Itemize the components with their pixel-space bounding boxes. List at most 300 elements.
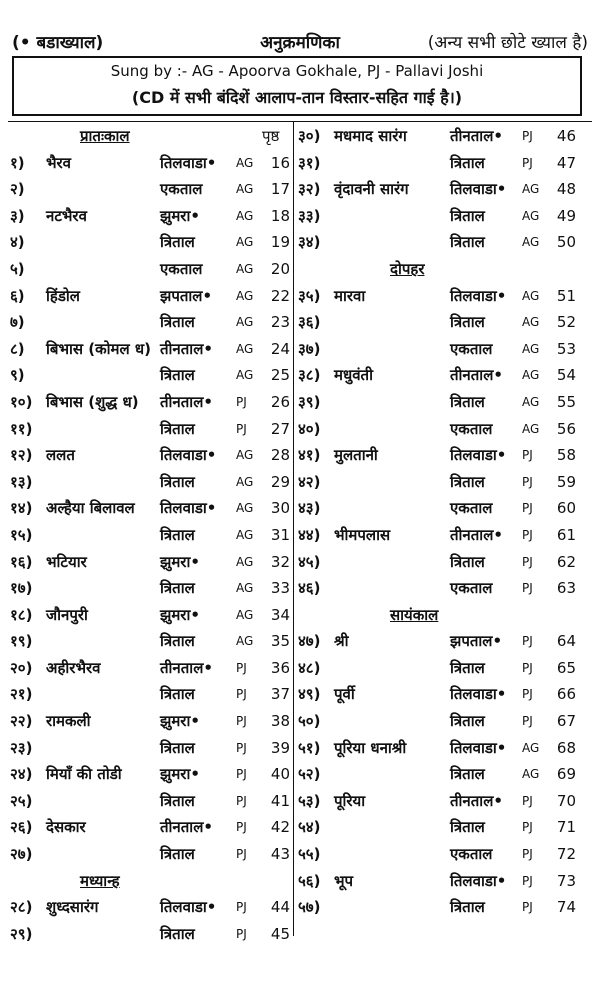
entry-number: ४०)	[298, 419, 321, 438]
index-entry	[298, 628, 590, 655]
tala-name: तिलवाडा•	[450, 286, 507, 305]
entry-number: ३०)	[298, 127, 321, 145]
index-entry	[298, 788, 590, 815]
singer-code: AG	[236, 368, 254, 383]
tala-name: तिलवाडा•	[450, 446, 507, 465]
index-entry	[298, 362, 590, 389]
page-number: 44	[270, 898, 290, 917]
singer-code: PJ	[522, 847, 533, 862]
page-number: 67	[556, 712, 576, 731]
raga-name: पूरिया धनाश्री	[334, 738, 407, 757]
page-number: 59	[556, 472, 576, 491]
page-number: 56	[556, 419, 576, 438]
index-entry	[298, 868, 590, 895]
entry-number: २९)	[10, 924, 33, 943]
entry-number: ६)	[10, 286, 25, 305]
tala-name: तीनताल•	[450, 791, 503, 810]
singer-code: PJ	[522, 129, 533, 143]
index-entry	[298, 894, 590, 921]
page-number: 27	[270, 419, 290, 438]
entry-number: २)	[10, 180, 25, 199]
index-entry	[298, 176, 590, 203]
raga-name: पूर्वी	[334, 685, 355, 704]
raga-name: मियाँ की तोडी	[46, 765, 122, 784]
index-entry	[10, 416, 295, 443]
page-number: 17	[270, 180, 290, 199]
tala-name: तीनताल•	[160, 818, 213, 837]
index-entry	[10, 655, 295, 682]
tala-name: तिलवाडा•	[160, 446, 217, 465]
entry-number: ४६)	[298, 579, 321, 598]
singer-code: PJ	[236, 714, 247, 729]
entry-number: २५)	[10, 791, 33, 810]
entry-number: ३८)	[298, 366, 321, 385]
index-entry	[298, 442, 590, 469]
page-number: 49	[556, 206, 576, 225]
index-entry	[10, 495, 295, 522]
page-number: 66	[556, 685, 576, 704]
tala-name: एकताल	[450, 579, 493, 598]
raga-name: जौनपुरी	[46, 605, 88, 624]
section-title: प्रातःकाल	[80, 127, 130, 145]
entry-number: ४१)	[298, 446, 321, 465]
raga-name: अहीरभैरव	[46, 658, 101, 677]
entry-number: ५२)	[298, 765, 321, 784]
entry-number: ३७)	[298, 339, 321, 358]
page-number: 65	[556, 658, 576, 677]
entry-number: ३९)	[298, 392, 321, 411]
tala-name: झुमरा•	[160, 712, 200, 731]
tala-name: तीनताल•	[450, 525, 503, 544]
tala-name: झपताल•	[450, 632, 503, 651]
tala-name: त्रिताल	[160, 579, 195, 598]
tala-name: त्रिताल	[450, 206, 485, 225]
singer-code: AG	[236, 182, 254, 197]
page-number: 50	[556, 233, 576, 252]
tala-name: एकताल	[450, 499, 493, 518]
page-number: 71	[556, 818, 576, 837]
index-entry	[298, 416, 590, 443]
index-entry	[298, 283, 590, 310]
index-entry	[10, 176, 295, 203]
entry-number: २१)	[10, 685, 33, 704]
page-number: 73	[556, 871, 576, 890]
singer-code: PJ	[522, 634, 533, 649]
singer-code: PJ	[522, 714, 533, 729]
raga-name: बिभास (शुद्ध ध)	[46, 392, 139, 411]
index-entry	[298, 203, 590, 230]
index-entry	[10, 442, 295, 469]
singer-code: AG	[522, 341, 540, 356]
index-entry	[298, 123, 590, 150]
index-entry	[298, 522, 590, 549]
index-entry	[10, 602, 295, 629]
entry-number: ४५)	[298, 552, 321, 571]
index-entry	[10, 894, 295, 921]
index-entry	[10, 681, 295, 708]
tala-name: त्रिताल	[160, 685, 195, 704]
index-entry	[298, 735, 590, 762]
singer-code: PJ	[522, 501, 533, 516]
page-number: 61	[556, 525, 576, 544]
entry-number: ५५)	[298, 845, 321, 864]
page-number: 40	[270, 765, 290, 784]
entry-number: २०)	[10, 658, 33, 677]
tala-name: त्रिताल	[160, 366, 195, 385]
page-number: 43	[270, 845, 290, 864]
entry-number: ३६)	[298, 313, 321, 332]
tala-name: त्रिताल	[450, 552, 485, 571]
page-number: 62	[556, 552, 576, 571]
entry-number: १२)	[10, 446, 33, 465]
entry-number: ८)	[10, 339, 25, 358]
index-entry	[10, 708, 295, 735]
section-header	[298, 256, 590, 283]
page-number: 55	[556, 392, 576, 411]
singer-code: AG	[236, 315, 254, 330]
tala-name: त्रिताल	[160, 472, 195, 491]
singer-code: PJ	[236, 926, 247, 941]
tala-name: झुमरा•	[160, 206, 200, 225]
index-entry	[298, 549, 590, 576]
page-number: 69	[556, 765, 576, 784]
tala-name: त्रिताल	[160, 419, 195, 438]
tala-name: तीनताल•	[450, 127, 503, 145]
singer-code: AG	[522, 740, 540, 755]
index-entry	[298, 841, 590, 868]
raga-name: भूप	[334, 871, 354, 890]
entry-number: २७)	[10, 845, 33, 864]
entry-number: १८)	[10, 605, 33, 624]
singer-code: PJ	[522, 554, 533, 569]
index-entry	[10, 788, 295, 815]
raga-name: मुलतानी	[334, 446, 378, 465]
section-header	[298, 602, 590, 629]
tala-name: तीनताल•	[160, 339, 213, 358]
entry-number: १०)	[10, 392, 33, 411]
tala-name: त्रिताल	[450, 818, 485, 837]
index-entry	[10, 362, 295, 389]
index-entry	[10, 921, 295, 948]
singer-code: AG	[522, 208, 540, 223]
page-number: 22	[270, 286, 290, 305]
singer-code: PJ	[522, 873, 533, 888]
tala-name: तिलवाडा•	[160, 898, 217, 917]
tala-name: एकताल	[450, 845, 493, 864]
page-number: 36	[270, 658, 290, 677]
singer-code: AG	[236, 527, 254, 542]
raga-name: नटभैरव	[46, 206, 87, 225]
entry-number: १३)	[10, 472, 33, 491]
tala-name: तिलवाडा•	[160, 499, 217, 518]
page-number: 29	[270, 472, 290, 491]
page-number: 54	[556, 366, 576, 385]
page-number: 32	[270, 552, 290, 571]
singer-code: AG	[236, 581, 254, 596]
tala-name: तीनताल•	[450, 366, 503, 385]
entry-number: ५७)	[298, 898, 321, 917]
index-entry	[10, 522, 295, 549]
singer-code: PJ	[236, 660, 247, 675]
entry-number: २२)	[10, 712, 33, 731]
singer-code: PJ	[522, 820, 533, 835]
tala-name: त्रिताल	[160, 233, 195, 252]
cd-note: (CD में सभी बंदिशें आलाप-तान विस्तार-सहित गाई है।)	[131, 88, 463, 107]
entry-number: १९)	[10, 632, 33, 651]
singer-code: AG	[236, 288, 254, 303]
info-box	[12, 56, 582, 116]
raga-name: मारवा	[334, 286, 366, 305]
singer-code: AG	[522, 182, 540, 197]
tala-name: त्रिताल	[450, 898, 485, 917]
tala-name: त्रिताल	[160, 313, 195, 332]
section-title: दोपहर	[390, 259, 425, 278]
raga-name: श्री	[334, 632, 349, 651]
entry-number: १)	[10, 153, 25, 172]
singer-code: AG	[236, 208, 254, 223]
page-number: 23	[270, 313, 290, 332]
singer-code: AG	[236, 607, 254, 622]
singer-code: AG	[522, 288, 540, 303]
entry-number: ५)	[10, 259, 25, 278]
singer-code: AG	[522, 235, 540, 250]
singer-code: PJ	[236, 793, 247, 808]
raga-name: मधमाद सारंग	[334, 127, 407, 145]
singer-code: PJ	[236, 394, 247, 409]
page-number: 51	[556, 286, 576, 305]
index-entry	[10, 628, 295, 655]
page-number: 20	[270, 259, 290, 278]
index-entry	[298, 761, 590, 788]
singer-code: AG	[236, 474, 254, 489]
header-right-note: (अन्य सभी छोटे ख्याल है)	[427, 33, 588, 53]
page-number: 53	[556, 339, 576, 358]
entry-number: ४४)	[298, 525, 321, 544]
entry-number: ९)	[10, 366, 25, 385]
page-number: 41	[270, 791, 290, 810]
tala-name: त्रिताल	[160, 924, 195, 943]
index-entry	[298, 469, 590, 496]
page-number: 72	[556, 845, 576, 864]
entry-number: १६)	[10, 552, 33, 571]
entry-number: ३४)	[298, 233, 321, 252]
singer-code: PJ	[236, 740, 247, 755]
tala-name: झुमरा•	[160, 552, 200, 571]
tala-name: एकताल	[160, 180, 203, 199]
tala-name: तीनताल•	[160, 392, 213, 411]
raga-name: बिभास (कोमल ध)	[46, 339, 151, 358]
index-entry	[10, 336, 295, 363]
singer-code: PJ	[522, 900, 533, 915]
tala-name: तिलवाडा•	[450, 738, 507, 757]
raga-name: भैरव	[46, 153, 72, 172]
index-entry	[10, 389, 295, 416]
index-entry	[298, 389, 590, 416]
index-entry	[298, 495, 590, 522]
page-number: 39	[270, 738, 290, 757]
page-number: 47	[556, 153, 576, 172]
index-entry	[10, 841, 295, 868]
singer-code: AG	[522, 368, 540, 383]
singer-code: PJ	[522, 581, 533, 596]
singer-code: AG	[522, 767, 540, 782]
singer-code: AG	[236, 634, 254, 649]
page-number: 30	[270, 499, 290, 518]
index-entry	[10, 735, 295, 762]
singer-code: PJ	[522, 687, 533, 702]
entry-number: १७)	[10, 579, 33, 598]
page-number: 28	[270, 446, 290, 465]
index-entry	[298, 336, 590, 363]
index-entry	[10, 283, 295, 310]
index-entry	[298, 309, 590, 336]
index-entry	[10, 549, 295, 576]
index-entry	[10, 814, 295, 841]
entry-number: ११)	[10, 419, 33, 438]
singer-code: PJ	[236, 820, 247, 835]
entry-number: १४)	[10, 499, 33, 518]
right-column	[298, 123, 590, 921]
index-entry	[298, 681, 590, 708]
entry-number: २६)	[10, 818, 33, 837]
index-entry	[10, 229, 295, 256]
tala-name: त्रिताल	[160, 632, 195, 651]
entry-number: ७)	[10, 313, 25, 332]
section-title: मध्यान्ह	[80, 871, 120, 890]
singer-code: PJ	[522, 155, 533, 170]
singers-line: Sung by :- AG - Apoorva Gokhale, PJ - Pallavi Joshi	[110, 62, 484, 80]
tala-name: तीनताल•	[160, 658, 213, 677]
page-number: 42	[270, 818, 290, 837]
page-number: 63	[556, 579, 576, 598]
page-number: 48	[556, 180, 576, 199]
singer-code: AG	[236, 501, 254, 516]
singer-code: PJ	[522, 660, 533, 675]
singer-code: PJ	[522, 793, 533, 808]
entry-number: ४८)	[298, 658, 321, 677]
page-number: 64	[556, 632, 576, 651]
singer-code: PJ	[522, 474, 533, 489]
raga-name: ललत	[46, 446, 75, 465]
page-number: 31	[270, 525, 290, 544]
singer-code: PJ	[236, 687, 247, 702]
page-number: 37	[270, 685, 290, 704]
page-number: 74	[556, 898, 576, 917]
entry-number: ४७)	[298, 632, 321, 651]
raga-name: शुध्दसारंग	[46, 898, 99, 917]
raga-name: देसकार	[46, 818, 86, 837]
index-entry	[10, 309, 295, 336]
raga-name: मधुवंती	[334, 366, 373, 385]
singer-code: AG	[236, 261, 254, 276]
raga-name: भटियार	[46, 552, 87, 571]
entry-number: १५)	[10, 525, 33, 544]
tala-name: तिलवाडा•	[450, 180, 507, 199]
tala-name: त्रिताल	[450, 233, 485, 252]
singer-code: AG	[236, 235, 254, 250]
page-number: 34	[270, 605, 290, 624]
entry-number: ३५)	[298, 286, 321, 305]
index-entry	[10, 150, 295, 177]
tala-name: त्रिताल	[450, 472, 485, 491]
tala-name: त्रिताल	[160, 845, 195, 864]
raga-name: वृंदावनी सारंग	[334, 180, 409, 199]
singer-code: PJ	[522, 527, 533, 542]
page-number: 25	[270, 366, 290, 385]
tala-name: त्रिताल	[450, 153, 485, 172]
index-entry	[10, 761, 295, 788]
index-entry	[10, 469, 295, 496]
index-entry	[298, 575, 590, 602]
raga-name: रामकली	[46, 712, 91, 731]
tala-name: त्रिताल	[160, 791, 195, 810]
entry-number: ५०)	[298, 712, 321, 731]
tala-name: त्रिताल	[450, 765, 485, 784]
page-header	[10, 30, 590, 54]
index-entry	[10, 256, 295, 283]
singer-code: AG	[522, 394, 540, 409]
page-number: 33	[270, 579, 290, 598]
left-column	[10, 123, 295, 947]
singer-code: AG	[236, 341, 254, 356]
page-number: 18	[270, 206, 290, 225]
section-header	[10, 868, 295, 895]
singer-code: AG	[522, 315, 540, 330]
page-title: अनुक्रमणिका	[260, 33, 340, 53]
entry-number: ५१)	[298, 738, 321, 757]
page-number: 70	[556, 791, 576, 810]
section-title: सायंकाल	[390, 605, 439, 624]
tala-name: एकताल	[450, 419, 493, 438]
index-entry	[298, 229, 590, 256]
page-number: 58	[556, 446, 576, 465]
tala-name: झपताल•	[160, 286, 213, 305]
entry-number: ५४)	[298, 818, 321, 837]
page-number: 35	[270, 632, 290, 651]
raga-name: पूरिया	[334, 791, 366, 810]
page-number: 24	[270, 339, 290, 358]
singer-code: AG	[236, 554, 254, 569]
singer-code: AG	[522, 421, 540, 436]
singer-code: AG	[236, 448, 254, 463]
header-divider	[8, 121, 592, 122]
page-number: 38	[270, 712, 290, 731]
page-number: 45	[270, 924, 290, 943]
raga-name: हिंडोल	[46, 286, 80, 305]
entry-number: ५३)	[298, 791, 321, 810]
raga-name: भीमपलास	[334, 525, 391, 544]
raga-name: अल्हैया बिलावल	[46, 499, 135, 518]
index-entry	[298, 708, 590, 735]
tala-name: त्रिताल	[160, 525, 195, 544]
entry-number: ३१)	[298, 153, 321, 172]
page-number: 19	[270, 233, 290, 252]
entry-number: ४९)	[298, 685, 321, 704]
tala-name: त्रिताल	[160, 738, 195, 757]
entry-number: २३)	[10, 738, 33, 757]
tala-name: एकताल	[450, 339, 493, 358]
singer-code: PJ	[236, 421, 247, 436]
tala-name: त्रिताल	[450, 658, 485, 677]
entry-number: ४२)	[298, 472, 321, 491]
index-entry	[10, 203, 295, 230]
tala-name: त्रिताल	[450, 392, 485, 411]
singer-code: PJ	[236, 847, 247, 862]
page-number: 68	[556, 738, 576, 757]
singer-code: PJ	[522, 448, 533, 463]
page-number: 46	[556, 127, 576, 145]
index-entry	[298, 814, 590, 841]
